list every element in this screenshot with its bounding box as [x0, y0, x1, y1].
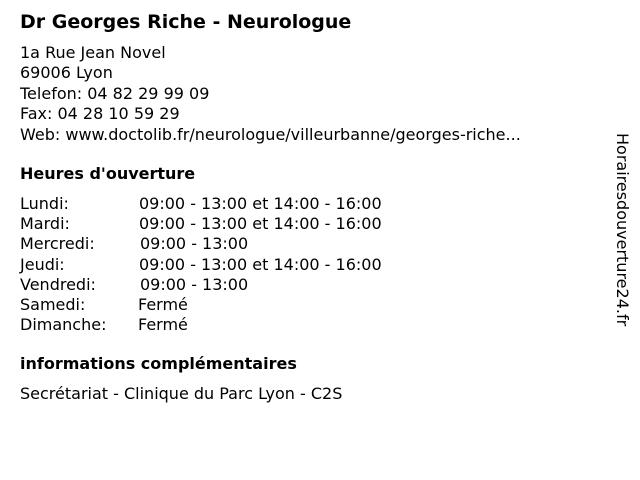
site-watermark: Horairesdouverture24.fr — [613, 133, 632, 327]
city-postcode: 69006 Lyon — [20, 63, 113, 83]
day-hours: Fermé — [138, 294, 188, 314]
fax-number: Fax: 04 28 10 59 29 — [20, 104, 180, 124]
street-address: 1a Rue Jean Novel — [20, 43, 166, 62]
day-hours: 09:00 - 13:00 et 14:00 - 16:00 — [139, 214, 382, 234]
day-label: Mardi: — [20, 214, 70, 234]
day-hours: 09:00 - 13:00 — [140, 274, 249, 294]
day-hours: 09:00 - 13:00 et 14:00 - 16:00 — [139, 194, 382, 213]
additional-info-text: Secrétariat - Clinique du Parc Lyon - C2S — [20, 384, 343, 403]
day-label: Vendredi: — [20, 274, 96, 294]
day-label: Dimanche: — [20, 315, 107, 335]
page-title: Dr Georges Riche - Neurologue — [20, 11, 352, 33]
website-link[interactable]: Web: www.doctolib.fr/neurologue/villeurbanne/georges-riche... — [20, 124, 521, 144]
day-hours: 09:00 - 13:00 et 14:00 - 16:00 — [139, 254, 382, 274]
opening-hours-heading: Heures d'ouverture — [20, 164, 196, 183]
additional-info-heading: informations complémentaires — [20, 354, 297, 373]
day-label: Mercredi: — [20, 234, 95, 254]
day-hours: Fermé — [138, 315, 188, 335]
day-label: Lundi: — [20, 194, 69, 213]
day-label: Jeudi: — [20, 254, 65, 274]
day-hours: 09:00 - 13:00 — [140, 234, 249, 254]
contact-details — [20, 43, 521, 145]
day-label: Samedi: — [20, 294, 86, 314]
phone-number: Telefon: 04 82 29 99 09 — [20, 83, 210, 103]
